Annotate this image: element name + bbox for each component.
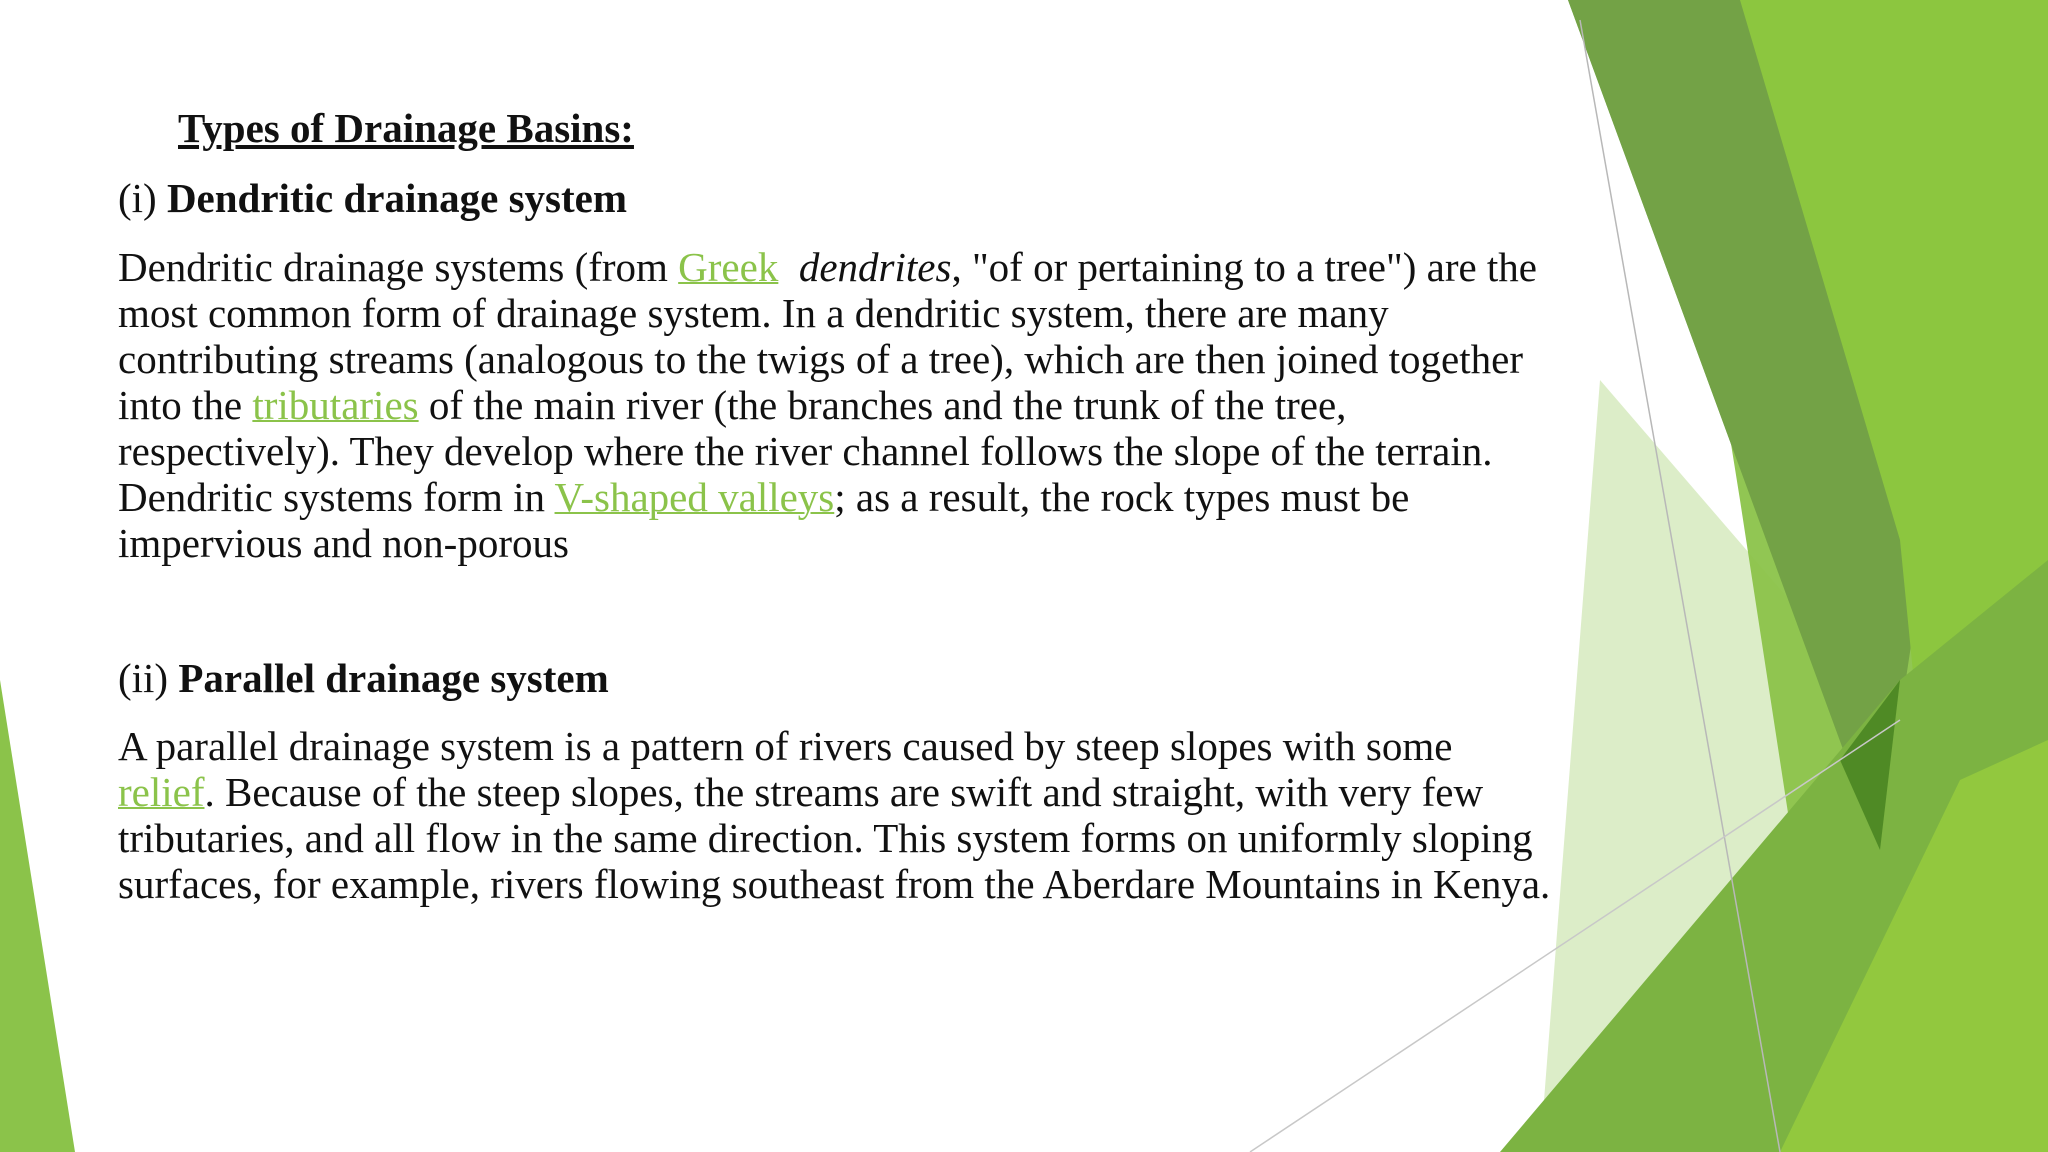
section1-title [118,174,627,223]
italic-term-dendrites: dendrites [798,244,952,290]
section1-text-a: Dendritic drainage systems (from [118,244,679,290]
section2-text-a: A parallel drainage system is a pattern of rivers caused by steep slopes with some [118,723,1453,769]
section2-prefix: (ii) [118,655,169,701]
section2-paragraph [118,723,1558,907]
section2-title [118,654,609,703]
section1-text-d: ; as a result, the rock types must be impervious and non-porous [118,474,1410,566]
section1-paragraph [118,244,1558,566]
section1-text-c: of the main river (the branches and the trunk of the tree, respectively). They develop where the river channel follows the slope of the terrain. Dendritic systems form in [118,382,1493,520]
slide-heading: Types of Drainage Basins: [178,105,634,151]
section1-space [778,244,799,290]
section2-text-b: . Because of the steep slopes, the streams are swift and straight, with very few tributaries, and all flow in the same direction. This system forms on uniformly sloping surfaces, for example, rivers flowing southeast from the Aberdare Mountains in Kenya. [118,769,1551,907]
section2-title-text: Parallel drainage system [178,655,609,701]
section1-prefix: (i) [118,175,157,221]
link-relief[interactable]: relief [118,769,205,815]
link-greek[interactable]: Greek [678,244,779,290]
section1-title-text: Dendritic drainage system [166,175,628,221]
section1-text-b: , "of or pertaining to a tree") are the most common form of drainage system. In a dendritic system, there are many contributing streams (analogous to the twigs of a tree), which are then joined together into the [118,244,1538,428]
link-tributaries[interactable]: tributaries [252,382,419,428]
link-v-shaped-valleys[interactable]: V-shaped valleys [554,474,835,520]
left-accent-shape [0,680,75,1152]
